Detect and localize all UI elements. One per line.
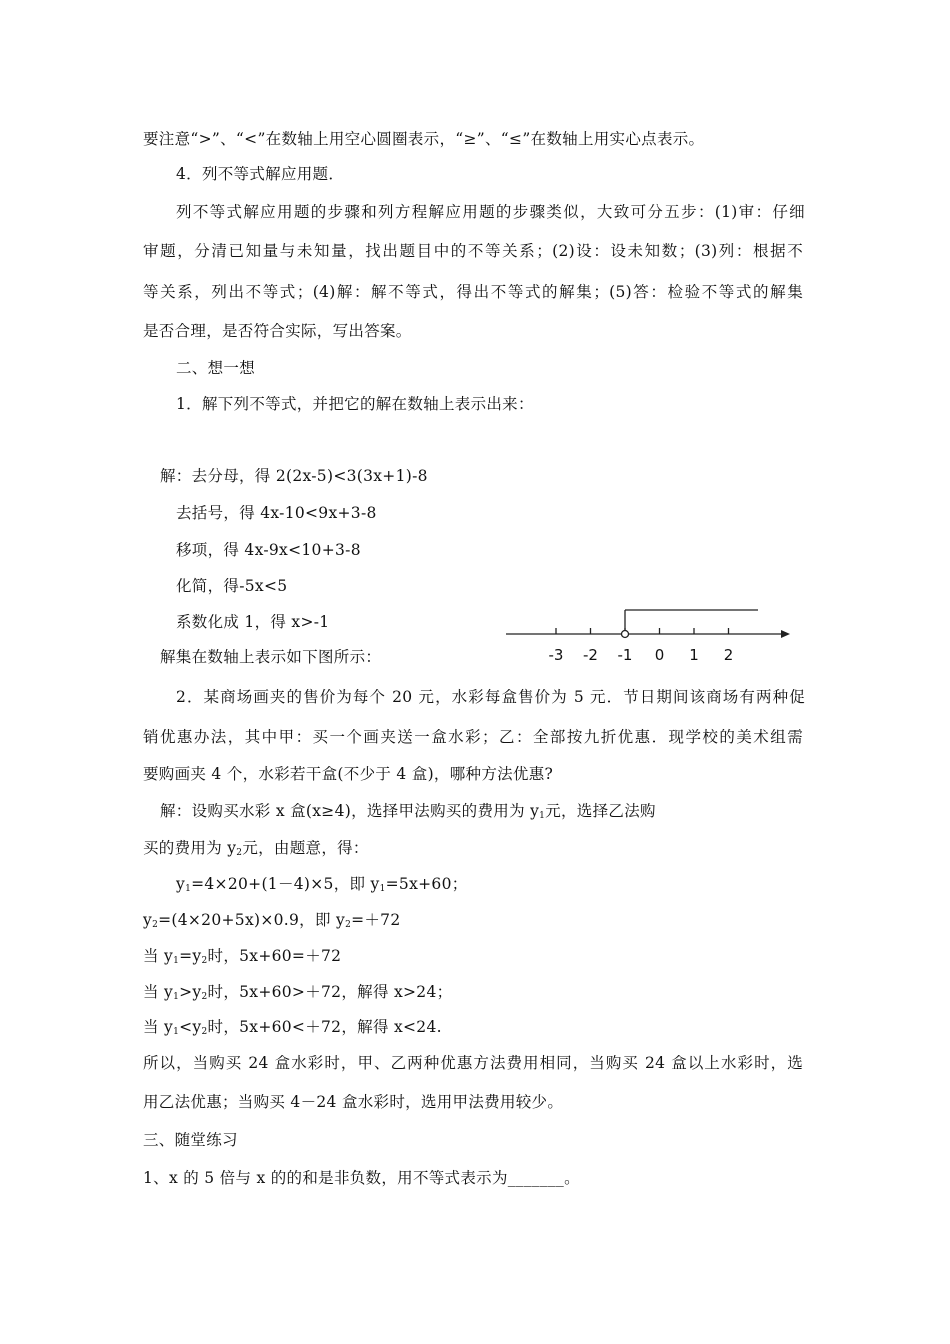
- solution-step: 解集在数轴上表示如下图所示：: [160, 648, 382, 666]
- solution-step: 化简，得-5x<5: [176, 577, 288, 595]
- paragraph-line: 等关系，列出不等式；(4)解：解不等式，得出不等式的解集；(5)答：检验不等式的解集: [143, 283, 803, 301]
- tick-label: 0: [654, 646, 665, 664]
- open-circle-marker: [622, 631, 629, 638]
- paragraph-line: 审题，分清已知量与未知量，找出题目中的不等关系；(2)设：设未知数；(3)列：根据不: [143, 242, 803, 260]
- tick-label: -2: [583, 646, 598, 664]
- solution-step: 去括号，得 4x-10<9x+3-8: [176, 504, 377, 522]
- tick-label: 1: [689, 646, 699, 664]
- conclusion-line: 所以，当购买 24 盒水彩时，甲、乙两种优惠方法费用相同，当购买 24 盒以上水彩时，选: [143, 1054, 803, 1072]
- section-heading: 三、随堂练习: [143, 1131, 238, 1149]
- equation-line: 当 $y_1>y_2$时，5x+60>＋72，解得 x>24；: [143, 983, 453, 1002]
- text-line: 要注意“>”、“<”在数轴上用空心圆圈表示，“≥”、“≤”在数轴上用实心点表示。: [143, 130, 705, 148]
- tick-label: -1: [617, 646, 633, 664]
- solution-step: 解：去分母，得 2(2x-5)<3(3x+1)-8: [160, 467, 428, 485]
- tick-label: 2: [723, 646, 734, 664]
- solution-line: 买的费用为 $y_2$元，由题意，得：: [143, 839, 369, 858]
- solution-step: 移项，得 4x-9x<10+3-8: [176, 541, 361, 559]
- section-heading: 二、想一想: [176, 359, 256, 377]
- section-heading: 4．列不等式解应用题．: [176, 165, 345, 183]
- axis-arrow: [781, 630, 790, 638]
- paragraph-line: 列不等式解应用题的步骤和列方程解应用题的步骤类似，大致可分五步：(1)审：仔细: [176, 203, 805, 221]
- number-line-figure: [500, 596, 800, 666]
- paragraph-line: 是否合理，是否符合实际，写出答案。: [143, 322, 412, 340]
- conclusion-line: 用乙法优惠；当购买 4－24 盒水彩时，选用甲法费用较少。: [143, 1093, 564, 1111]
- equation-line: 当 $y_1=y_2$时，5x+60=＋72: [143, 947, 342, 966]
- exercise-line: 1、x 的 5 倍与 x 的的和是非负数，用不等式表示为_______。: [143, 1169, 580, 1187]
- equation-line: $y_1=4\times 20+(1-4)\times 5$，即 $y_1=5x+60$；: [176, 875, 468, 894]
- tick-label: -3: [548, 646, 564, 664]
- equation-line: 当 $y_1<y_2$时，5x+60<＋72，解得 x<24.: [143, 1018, 442, 1037]
- solution-step: 系数化成 1，得 x>-1: [176, 613, 330, 631]
- problem-line: 要购画夹 4 个，水彩若干盒(不少于 4 盒)，哪种方法优惠?: [143, 765, 554, 783]
- solution-line: 解：设购买水彩 x 盒(x≥4)，选择甲法购买的费用为 $y_1$元，选择乙法购: [160, 802, 656, 821]
- problem-line: 2．某商场画夹的售价为每个 20 元，水彩每盒售价为 5 元．节日期间该商场有两种促: [176, 688, 805, 706]
- problem-title: 1．解下列不等式，并把它的解在数轴上表示出来：: [176, 395, 534, 413]
- equation-line: $y_2=(4\times 20+5x)\times 0.9$，即 $y_2=+72$: [143, 911, 401, 930]
- problem-line: 销优惠办法，其中甲：买一个画夹送一盒水彩；乙：全部按九折优惠．现学校的美术组需: [143, 728, 803, 746]
